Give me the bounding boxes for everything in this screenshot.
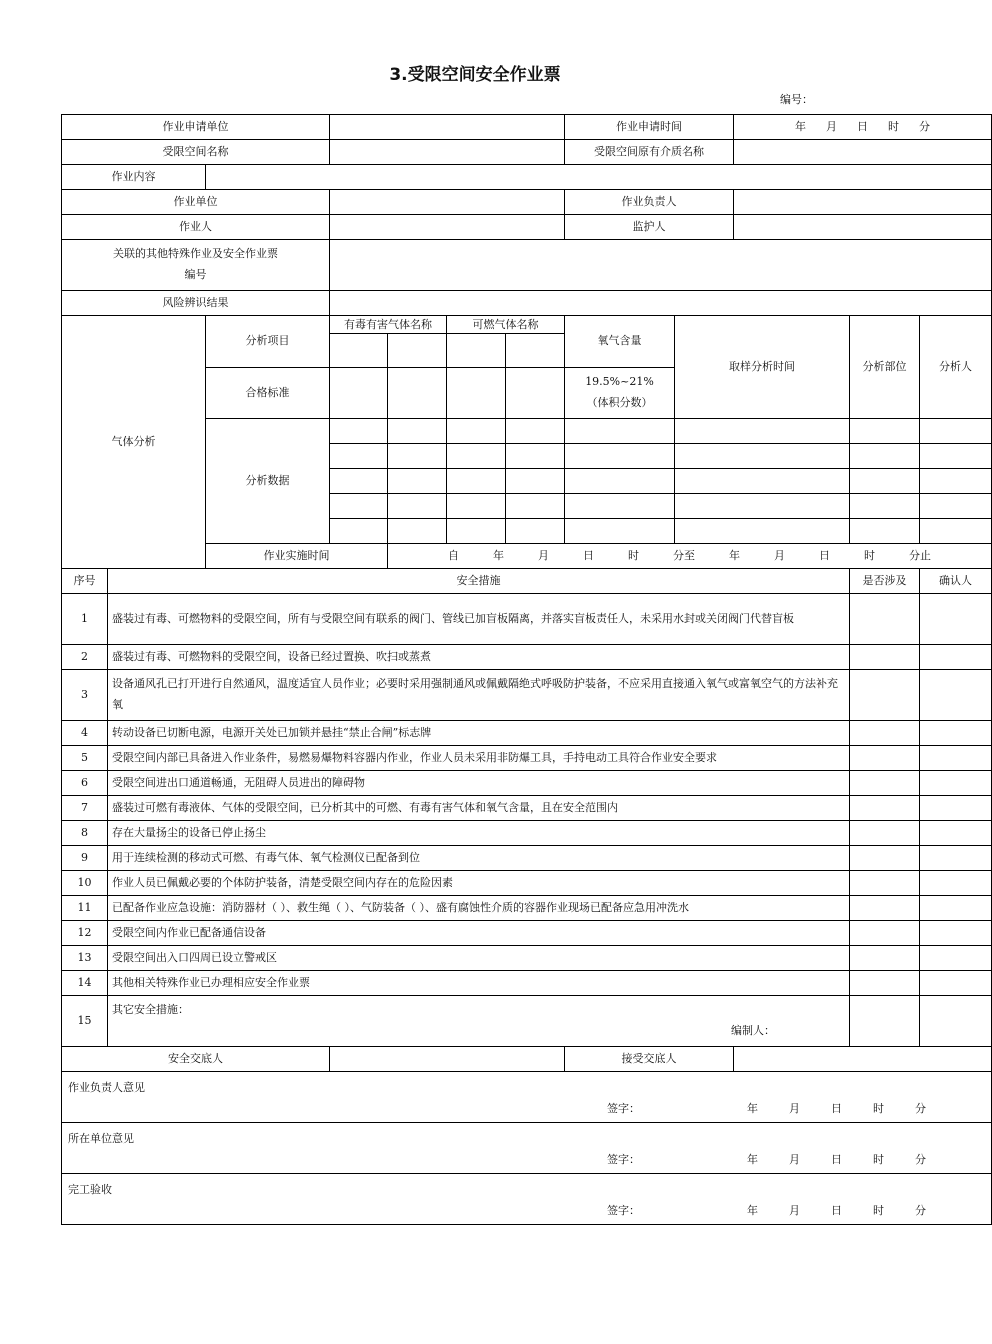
measure-no: 13 [62,946,108,971]
measure-involved-cell[interactable] [850,996,920,1047]
oxygen-standard: 19.5%~21% （体积分数） [565,368,675,419]
measure-involved-cell[interactable] [850,871,920,896]
measure-no: 4 [62,721,108,746]
flammable-gas-name-2[interactable] [506,334,565,368]
measure-confirmer-cell[interactable] [920,771,992,796]
oxygen-header: 氧气含量 [565,316,675,368]
measure-no: 8 [62,821,108,846]
toxic-std-1[interactable] [330,368,388,419]
sample-time-header: 取样分析时间 [675,316,850,419]
measure-no-header: 序号 [62,569,108,594]
measure-text: 已配备作业应急设施：消防器材（ ）、救生绳（ ）、气防装备（ ）、盛有腐蚀性介质的容器作业现场已配备应急用冲洗水 [108,896,850,921]
measure-text: 其他相关特殊作业已办理相应安全作业票 [108,971,850,996]
measure-involved-cell[interactable] [850,670,920,721]
measure-involved-cell[interactable] [850,946,920,971]
permit-form-table [61,114,992,1225]
measure-confirmer-cell[interactable] [920,721,992,746]
other-measures-label: 其它安全措施： [112,1003,189,1017]
work-content-field[interactable] [206,165,992,190]
completion-acceptance-box[interactable] [62,1174,992,1225]
measure-confirmer-cell[interactable] [920,594,992,645]
measure-text: 受限空间进出口通道畅通，无阻碍人员进出的障碍物 [108,771,850,796]
measure-confirmer-cell[interactable] [920,846,992,871]
measure-text: 受限空间内作业已配备通信设备 [108,921,850,946]
opinion-title: 所在单位意见 [68,1132,134,1145]
measure-no: 12 [62,921,108,946]
analysis-data-label: 分析数据 [206,419,330,544]
apply-unit-label: 作业申请单位 [62,115,330,140]
measure-no: 10 [62,871,108,896]
space-name-label: 受限空间名称 [62,140,330,165]
measure-confirmer-cell[interactable] [920,746,992,771]
work-leader-field[interactable] [734,190,992,215]
measure-involved-cell[interactable] [850,771,920,796]
measure-text: 存在大量扬尘的设备已停止扬尘 [108,821,850,846]
measure-confirmer-cell[interactable] [920,896,992,921]
measure-confirmer-header: 确认人 [920,569,992,594]
measure-confirmer-cell[interactable] [920,871,992,896]
signature-line: 签字： 年 月 日 时 分 [607,1153,926,1167]
toxic-gas-header: 有毒有害气体名称 [330,316,447,334]
measure-involved-cell[interactable] [850,721,920,746]
work-unit-field[interactable] [330,190,565,215]
risk-result-label: 风险辨识结果 [62,291,330,316]
apply-time-label: 作业申请时间 [565,115,734,140]
apply-time-field[interactable]: 年 月 日 时 分 [734,115,992,140]
measure-text: 作业人员已佩戴必要的个体防护装备，清楚受限空间内存在的危险因素 [108,871,850,896]
work-unit-label: 作业单位 [62,190,330,215]
measure-no: 2 [62,645,108,670]
measure-text: 转动设备已切断电源，电源开关处已加锁并悬挂“禁止合闸”标志牌 [108,721,850,746]
measure-text: 受限空间出入口四周已设立警戒区 [108,946,850,971]
measure-text: 盛装过有毒、可燃物料的受限空间，设备已经过置换、吹扫或蒸煮 [108,645,850,670]
serial-number-label: 编号： [780,93,813,106]
flammable-gas-header: 可燃气体名称 [447,316,565,334]
creator-label: 编制人： [731,1024,775,1037]
measure-confirmer-cell[interactable] [920,821,992,846]
measure-involved-cell[interactable] [850,971,920,996]
other-measures-field[interactable] [108,996,850,1047]
guardian-label: 监护人 [565,215,734,240]
opinion-title: 完工验收 [68,1183,112,1196]
signature-line: 签字： 年 月 日 时 分 [607,1102,926,1116]
guardian-field[interactable] [734,215,992,240]
apply-unit-field[interactable] [330,115,565,140]
measure-no: 5 [62,746,108,771]
measure-no: 15 [62,996,108,1047]
unit-opinion-box[interactable] [62,1123,992,1174]
handover-giver-label: 安全交底人 [62,1047,330,1072]
measure-confirmer-cell[interactable] [920,946,992,971]
measure-involved-cell[interactable] [850,746,920,771]
measure-no: 3 [62,670,108,721]
toxic-gas-name-2[interactable] [388,334,447,368]
space-name-field[interactable] [330,140,565,165]
measure-text: 受限空间内部已具备进入作业条件，易燃易爆物料容器内作业，作业人员未采用非防爆工具，手持电动工具符合作业安全要求 [108,746,850,771]
measure-confirmer-cell[interactable] [920,645,992,670]
measure-text: 设备通风孔已打开进行自然通风，温度适宜人员作业；必要时采用强制通风或佩戴隔绝式呼吸防护装备，不应采用直接通入氧气或富氧空气的方法补充氧 [108,670,850,721]
original-medium-field[interactable] [734,140,992,165]
measure-involved-cell[interactable] [850,896,920,921]
toxic-gas-name-1[interactable] [330,334,388,368]
analysis-item-label: 分析项目 [206,316,330,368]
measure-no: 11 [62,896,108,921]
leader-opinion-box[interactable] [62,1072,992,1123]
measure-no: 14 [62,971,108,996]
handover-giver-field[interactable] [330,1047,565,1072]
measure-confirmer-cell[interactable] [920,971,992,996]
related-tickets-field[interactable] [330,240,992,291]
flammable-std-2[interactable] [506,368,565,419]
handover-receiver-field[interactable] [734,1047,992,1072]
measure-involved-cell[interactable] [850,645,920,670]
implementation-time-field[interactable]: 自 年 月 日 时 分至 年 月 日 时 分止 [388,544,992,569]
work-content-label: 作业内容 [62,165,206,190]
page-title: 3.受限空间安全作业票 [389,65,561,85]
handover-receiver-label: 接受交底人 [565,1047,734,1072]
work-leader-label: 作业负责人 [565,190,734,215]
measure-no: 6 [62,771,108,796]
measure-involved-cell[interactable] [850,846,920,871]
measure-involved-cell[interactable] [850,796,920,821]
flammable-std-1[interactable] [447,368,506,419]
measure-involved-cell[interactable] [850,821,920,846]
worker-label: 作业人 [62,215,330,240]
measure-confirmer-cell[interactable] [920,921,992,946]
worker-field[interactable] [330,215,565,240]
measure-no: 7 [62,796,108,821]
original-medium-label: 受限空间原有介质名称 [565,140,734,165]
measure-confirmer-cell[interactable] [920,670,992,721]
risk-result-field[interactable] [330,291,992,316]
implementation-time-label: 作业实施时间 [206,544,388,569]
measure-text: 用于连续检测的移动式可燃、有毒气体、氧气检测仪已配备到位 [108,846,850,871]
flammable-gas-name-1[interactable] [447,334,506,368]
measure-confirmer-cell[interactable] [920,996,992,1047]
measure-confirmer-cell[interactable] [920,796,992,821]
measure-involved-header: 是否涉及 [850,569,920,594]
measure-text-header: 安全措施 [108,569,850,594]
opinion-title: 作业负责人意见 [68,1081,145,1094]
measure-text: 盛装过可燃有毒液体、气体的受限空间，已分析其中的可燃、有毒有害气体和氧气含量，且在安全范围内 [108,796,850,821]
standard-label: 合格标准 [206,368,330,419]
analyst-header: 分析人 [920,316,992,419]
gas-analysis-label: 气体分析 [62,316,206,569]
measure-text: 盛装过有毒、可燃物料的受限空间，所有与受限空间有联系的阀门、管线已加盲板隔离，并落实盲板责任人，未采用水封或关闭阀门代替盲板 [108,594,850,645]
related-tickets-label: 关联的其他特殊作业及安全作业票 编号 [62,240,330,291]
toxic-std-2[interactable] [388,368,447,419]
signature-line: 签字： 年 月 日 时 分 [607,1204,926,1218]
analysis-position-header: 分析部位 [850,316,920,419]
measure-no: 9 [62,846,108,871]
measure-involved-cell[interactable] [850,921,920,946]
measure-involved-cell[interactable] [850,594,920,645]
measure-no: 1 [62,594,108,645]
